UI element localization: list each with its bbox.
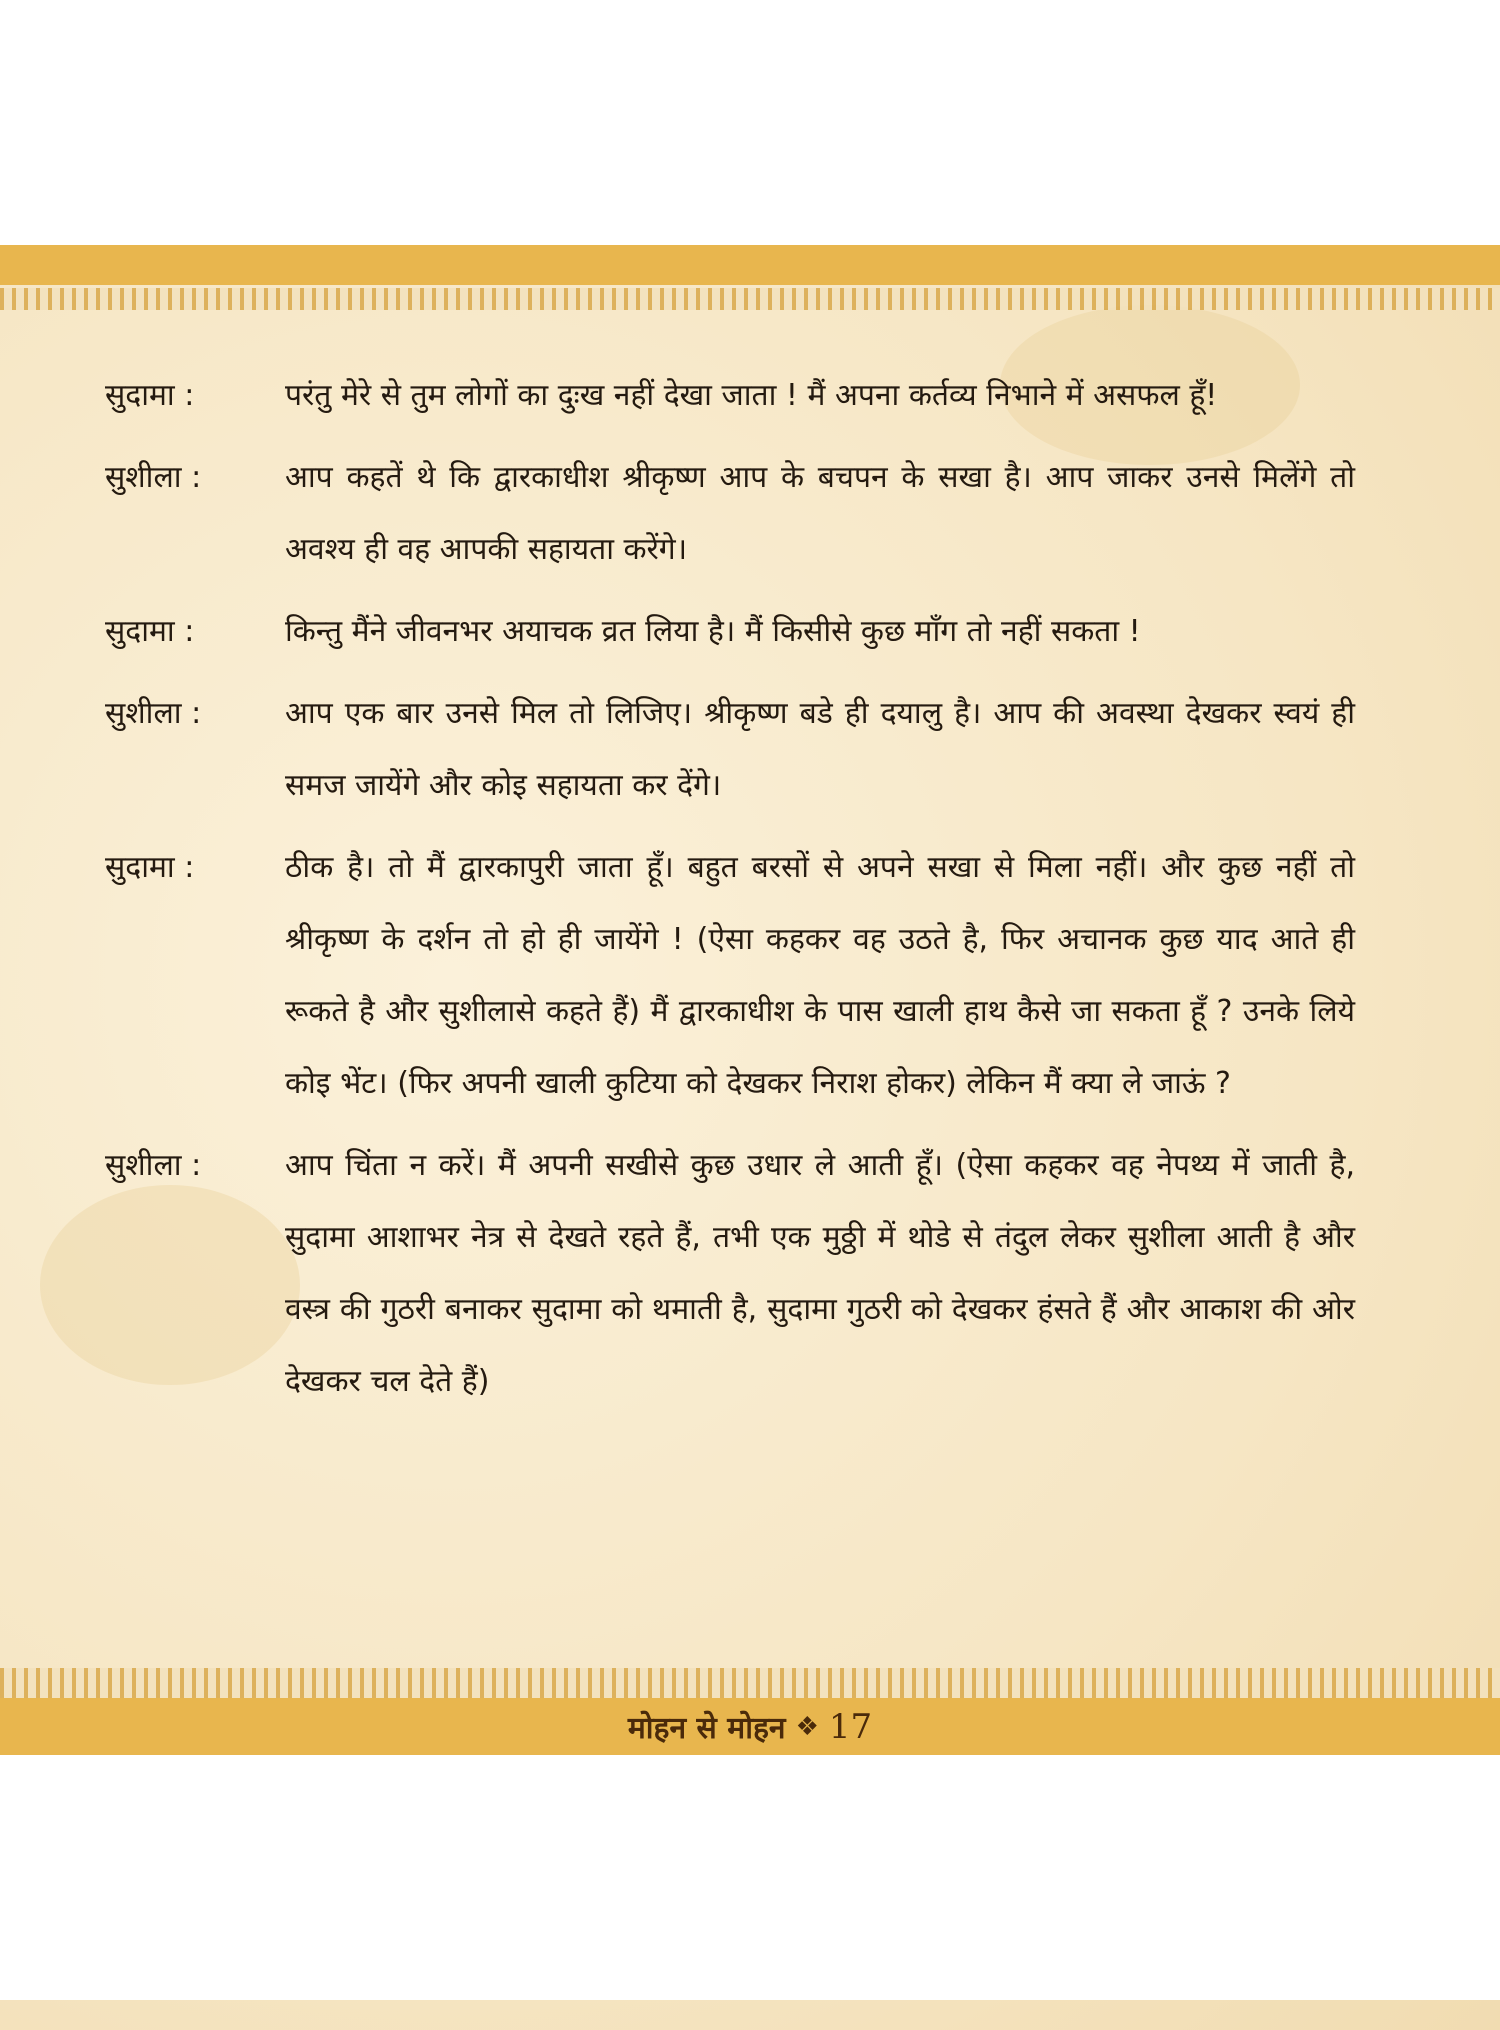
speaker-label: सुदामा : <box>105 850 195 885</box>
speech-text: आप चिंता न करें। मैं अपनी सखीसे कुछ उधार ले आती हूँ। (ऐसा कहकर वह नेपथ्य में जाती है, सुदामा आशाभर नेत्र से देखते रहते हैं, तभी एक मुठ्ठी में थोडे से तंदुल लेकर सुशीला आती है और वस्त्र की गुठरी बनाकर सुदामा को थमाती है, सुदामा गुठरी को देखकर हंसते हैं और आकाश की ओर देखकर चल देते हैं) <box>285 1148 1355 1399</box>
speaker-label: सुशीला : <box>105 460 202 495</box>
dialogue-row <box>105 1130 1355 1418</box>
dialogue-row <box>105 442 1355 586</box>
ornamental-border-bottom <box>0 1668 1500 1698</box>
dialogue-row <box>105 596 1355 668</box>
speaker-label: सुदामा : <box>105 614 195 649</box>
speech-text: आप एक बार उनसे मिल तो लिजिए। श्रीकृष्ण बडे ही दयालु है। आप की अवस्था देखकर स्वयं ही समज जायेंगे और कोइ सहायता कर देंगे। <box>285 696 1355 803</box>
ornamental-border-top <box>0 288 1500 310</box>
dialogue-row <box>105 360 1355 432</box>
book-title: मोहन से मोहन <box>627 1711 786 1746</box>
speech-text: किन्तु मैंने जीवनभर अयाचक व्रत लिया है। मैं किसीसे कुछ माँग तो नहीं सकता ! <box>285 614 1141 649</box>
dialogue-row <box>105 678 1355 822</box>
speech-text: परंतु मेरे से तुम लोगों का दुःख नहीं देखा जाता ! मैं अपना कर्तव्य निभाने में असफल हूँ! <box>285 378 1218 413</box>
speaker-label: सुदामा : <box>105 378 195 413</box>
page-footer <box>0 1698 1500 1755</box>
speaker-label: सुशीला : <box>105 696 202 731</box>
speech-text: ठीक है। तो मैं द्वारकापुरी जाता हूँ। बहुत बरसों से अपने सखा से मिला नहीं। और कुछ नहीं तो श्रीकृष्ण के दर्शन तो हो ही जायेंगे ! (ऐसा कहकर वह उठते है, फिर अचानक कुछ याद आते ही रूकते है और सुशीलासे कहते हैं) मैं द्वारकाधीश के पास खाली हाथ कैसे जा सकता हूँ ? उनके लिये कोइ भेंट। (फिर अपनी खाली कुटिया को देखकर निराश होकर) लेकिन मैं क्या ले जाऊं ? <box>285 850 1355 1101</box>
top-border-band <box>0 245 1500 285</box>
dialogue-section <box>105 360 1355 1428</box>
speech-text: आप कहतें थे कि द्वारकाधीश श्रीकृष्ण आप के बचपन के सखा है। आप जाकर उनसे मिलेंगे तो अवश्य ही वह आपकी सहायता करेंगे। <box>285 460 1355 567</box>
page-number: 17 <box>828 1706 873 1747</box>
diamond-ornament-icon: ❖ <box>795 1711 819 1742</box>
bottom-margin <box>0 1755 1500 2000</box>
dialogue-row <box>105 832 1355 1120</box>
speaker-label: सुशीला : <box>105 1148 202 1183</box>
